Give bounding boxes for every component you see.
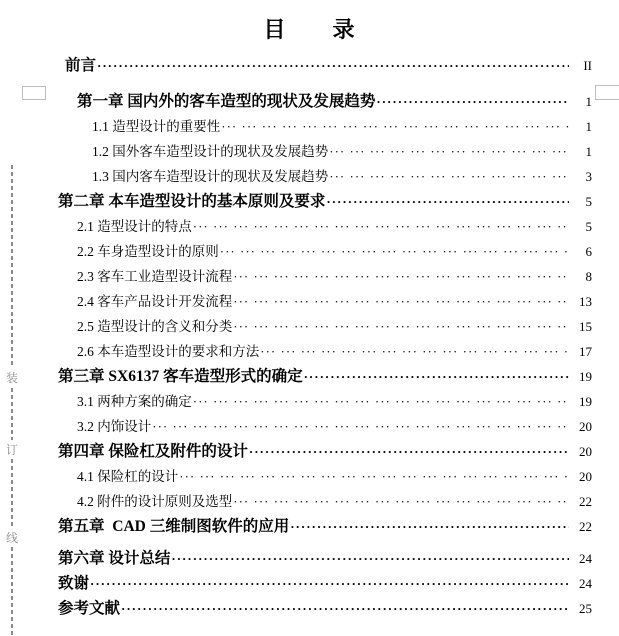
toc-entry: [58, 571, 592, 596]
toc-entry-page-number: 1: [585, 94, 592, 109]
toc-entry: [77, 414, 592, 439]
dot-leader: [326, 189, 569, 214]
dot-leader: [193, 214, 569, 239]
toc-entry: [58, 439, 592, 464]
toc-entry: [92, 164, 592, 189]
toc-entry: [77, 289, 592, 314]
page-title: 目 录: [263, 17, 356, 42]
toc-entry: [77, 464, 592, 489]
toc-entry-page-number: 5: [585, 219, 592, 234]
toc-entry: [77, 489, 592, 514]
toc-entry-page-number: 6: [585, 244, 592, 259]
toc-entry: [58, 546, 592, 571]
toc-entry-text: 2.5 造型设计的含义和分类: [77, 319, 233, 334]
toc-entry-page-number: 19: [579, 394, 592, 409]
toc-entry-text: 前言: [65, 57, 97, 74]
frame-marker-left: [22, 86, 46, 100]
toc-entry-page-number: 8: [585, 269, 592, 284]
toc-entry-text: 3.2 内饰设计: [77, 419, 152, 434]
toc-entry-text: 3.1 两种方案的确定: [77, 394, 192, 409]
dot-leader: [152, 414, 569, 439]
toc-entry-page-number: 15: [579, 319, 592, 334]
dot-leader: [290, 514, 569, 539]
dot-leader: [121, 596, 569, 621]
toc-entry-text: 第四章 保险杠及附件的设计: [58, 443, 248, 460]
toc-entry-text: 第五章 CAD 三维制图软件的应用: [58, 518, 290, 535]
toc-entry: [77, 389, 592, 414]
toc-entry: [77, 214, 592, 239]
toc-entry-page-number: 1: [585, 144, 592, 159]
toc-entry: [92, 139, 592, 164]
dot-leader: [233, 314, 569, 339]
toc-entry: [77, 264, 592, 289]
binding-dashed-line-segment: [11, 388, 13, 440]
toc-entry-text: 1.3 国内客车造型设计的现状及发展趋势: [92, 169, 329, 184]
toc-entry-text: 2.2 车身造型设计的原则: [77, 244, 219, 259]
binding-char-zhuang: 装: [5, 371, 18, 385]
toc-entry-text: 2.4 客车产品设计开发流程: [77, 294, 233, 309]
dot-leader: [233, 489, 569, 514]
toc-entry-text: 第三章 SX6137 客车造型形式的确定: [58, 368, 303, 385]
toc-entry-page-number: 22: [579, 494, 592, 509]
dot-leader: [221, 114, 569, 139]
binding-dashed-line-segment: [11, 165, 13, 368]
toc-entry: [77, 314, 592, 339]
dot-leader: [233, 289, 569, 314]
toc-entry: [58, 514, 592, 539]
dot-leader: [179, 464, 569, 489]
toc-entry-page-number: 3: [585, 169, 592, 184]
toc-entry-page-number: 17: [579, 344, 592, 359]
toc-entry: [58, 596, 592, 621]
frame-marker-right: [595, 85, 619, 100]
toc-entry: [65, 53, 592, 78]
toc-entry-text: 第一章 国内外的客车造型的现状及发展趋势: [77, 93, 376, 110]
toc-entry-page-number: 20: [579, 469, 592, 484]
toc-entry-text: 第六章 设计总结: [58, 550, 171, 567]
dot-leader: [329, 139, 569, 164]
toc-entry-text: 第二章 本车造型设计的基本原则及要求: [58, 193, 326, 210]
binding-char-ding: 订: [5, 443, 18, 457]
toc-entry: [92, 114, 592, 139]
toc-entry: [77, 239, 592, 264]
toc-entry-page-number: 13: [579, 294, 592, 309]
dot-leader: [90, 571, 569, 596]
toc-list: [0, 53, 619, 621]
toc-entry: [77, 339, 592, 364]
dot-leader: [193, 389, 569, 414]
toc-entry-page-number: 20: [579, 444, 592, 459]
binding-dashed-line-segment: [11, 459, 13, 528]
toc-entry-text: 4.2 附件的设计原则及选型: [77, 494, 233, 509]
toc-entry-page-number: 19: [579, 369, 592, 384]
toc-entry: [58, 189, 592, 214]
toc-entry-page-number: 5: [585, 194, 592, 209]
dot-leader: [329, 164, 569, 189]
dot-leader: [304, 364, 569, 389]
toc-entry-page-number: II: [583, 58, 592, 73]
dot-leader: [97, 53, 569, 78]
toc-entry-text: 参考文献: [58, 600, 121, 617]
toc-entry-text: 致谢: [58, 575, 90, 592]
toc-entry-text: 1.2 国外客车造型设计的现状及发展趋势: [92, 144, 329, 159]
toc-entry-text: 1.1 造型设计的重要性: [92, 119, 221, 134]
toc-entry-text: 2.1 造型设计的特点: [77, 219, 192, 234]
toc-entry-text: 4.1 保险杠的设计: [77, 469, 179, 484]
dot-leader: [376, 89, 569, 114]
binding-char-xian: 线: [5, 531, 18, 545]
toc-entry-text: 2.6 本车造型设计的要求和方法: [77, 344, 260, 359]
toc-entry-page-number: 22: [579, 519, 592, 534]
dot-leader: [249, 439, 569, 464]
toc-entry-page-number: 25: [579, 601, 592, 616]
toc-entry: [58, 364, 592, 389]
toc-entry-page-number: 24: [579, 576, 592, 591]
toc-entry-page-number: 24: [579, 551, 592, 566]
toc-entry: [77, 89, 592, 114]
dot-leader: [260, 339, 569, 364]
dot-leader: [220, 239, 569, 264]
toc-entry-text: 2.3 客车工业造型设计流程: [77, 269, 233, 284]
toc-entry-page-number: 1: [585, 119, 592, 134]
dot-leader: [171, 546, 569, 571]
toc-entry-page-number: 20: [579, 419, 592, 434]
dot-leader: [233, 264, 569, 289]
